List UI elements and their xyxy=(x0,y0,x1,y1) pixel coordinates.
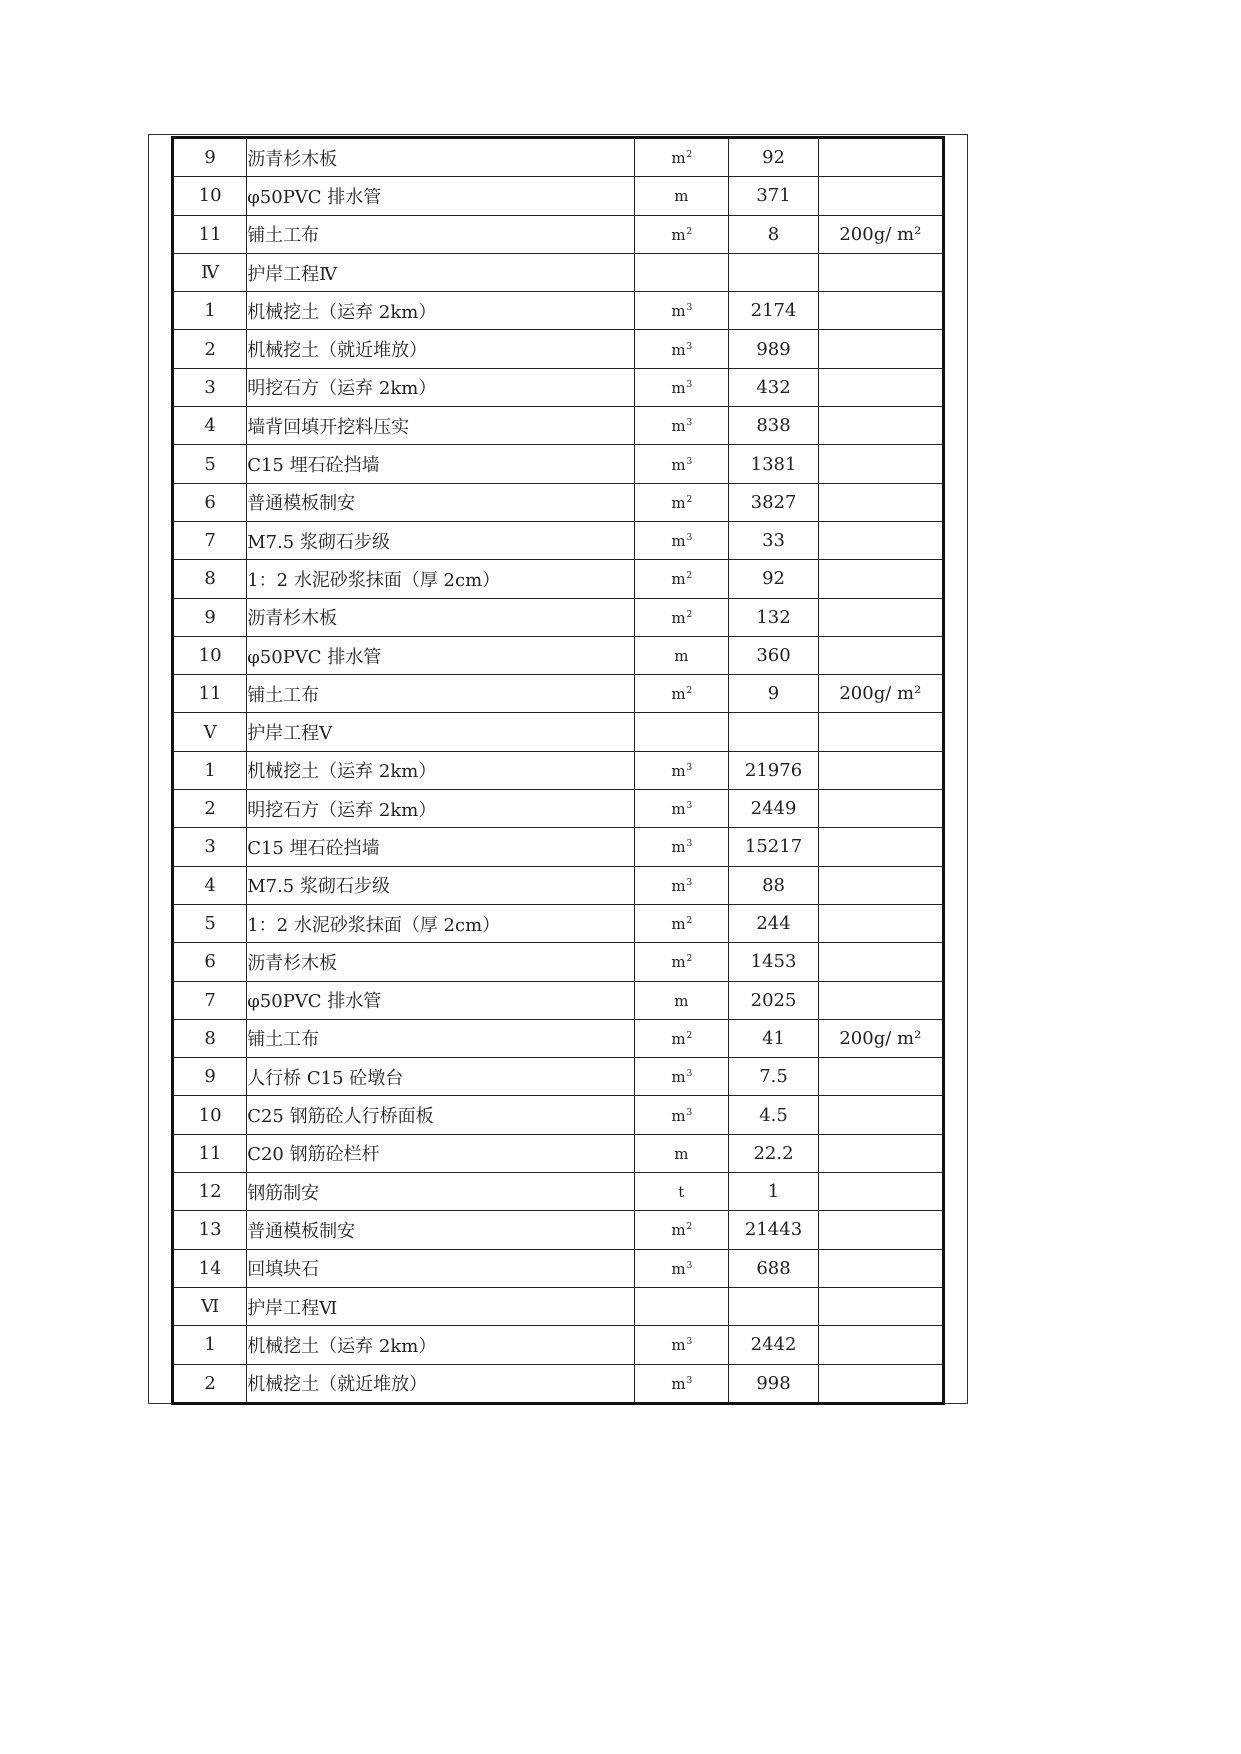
unit-base: t xyxy=(678,1183,685,1202)
item-unit xyxy=(635,407,729,445)
item-unit xyxy=(635,1326,729,1364)
unit-text xyxy=(671,800,692,818)
unit-exponent: 3 xyxy=(686,1337,693,1348)
unit-text xyxy=(671,302,692,320)
item-unit xyxy=(635,943,729,981)
unit-base: m xyxy=(671,876,686,895)
table-row xyxy=(173,904,944,942)
item-number: 4 xyxy=(173,407,247,445)
unit-base: m xyxy=(671,455,686,474)
item-quantity: 22.2 xyxy=(729,1134,818,1172)
item-quantity: 92 xyxy=(729,560,818,598)
table-row xyxy=(173,253,944,291)
item-quantity: 88 xyxy=(729,866,818,904)
item-unit xyxy=(635,904,729,942)
item-number: 3 xyxy=(173,368,247,406)
item-number: 2 xyxy=(173,1364,247,1403)
unit-exponent: 2 xyxy=(686,150,693,161)
table-row xyxy=(173,1287,944,1325)
item-quantity: 4.5 xyxy=(729,1096,818,1134)
unit-text xyxy=(671,1107,692,1125)
unit-base: m xyxy=(671,493,686,512)
item-remark xyxy=(818,1058,943,1096)
item-unit xyxy=(635,713,729,751)
item-quantity xyxy=(729,713,818,751)
unit-text xyxy=(671,953,692,971)
unit-base: m xyxy=(671,1259,686,1278)
unit-base: m xyxy=(671,1221,686,1240)
item-unit xyxy=(635,1058,729,1096)
item-quantity: 688 xyxy=(729,1249,818,1287)
item-remark xyxy=(818,560,943,598)
item-number: 2 xyxy=(173,790,247,828)
item-quantity: 41 xyxy=(729,1019,818,1057)
item-quantity: 2025 xyxy=(729,981,818,1019)
item-name: 普通模板制安 xyxy=(247,483,635,521)
unit-exponent: 3 xyxy=(686,533,693,544)
unit-text xyxy=(674,647,689,665)
item-quantity: 15217 xyxy=(729,828,818,866)
item-remark xyxy=(818,368,943,406)
unit-text xyxy=(671,226,692,244)
table-row xyxy=(173,598,944,636)
unit-text xyxy=(674,187,689,205)
unit-text xyxy=(671,915,692,933)
item-quantity: 1 xyxy=(729,1173,818,1211)
item-name: M7.5 浆砌石步级 xyxy=(247,866,635,904)
unit-exponent: 3 xyxy=(686,1107,693,1118)
table-row xyxy=(173,751,944,789)
item-number: 7 xyxy=(173,521,247,559)
item-name: 明挖石方（运弃 2km） xyxy=(247,790,635,828)
item-quantity: 1381 xyxy=(729,445,818,483)
item-quantity: 3827 xyxy=(729,483,818,521)
item-unit xyxy=(635,981,729,1019)
unit-text xyxy=(671,1221,692,1239)
unit-base: m xyxy=(671,417,686,436)
table-row xyxy=(173,1364,944,1403)
item-remark xyxy=(818,1173,943,1211)
unit-text xyxy=(671,1260,692,1278)
table-row xyxy=(173,177,944,215)
item-quantity: 371 xyxy=(729,177,818,215)
unit-exponent: 2 xyxy=(686,954,693,965)
item-name: 机械挖土（就近堆放） xyxy=(247,1364,635,1403)
item-name: 沥青杉木板 xyxy=(247,598,635,636)
unit-text xyxy=(674,1145,689,1163)
table-row xyxy=(173,1019,944,1057)
item-quantity: 92 xyxy=(729,138,818,177)
table-row xyxy=(173,330,944,368)
unit-text xyxy=(671,532,692,550)
item-name: 机械挖土（就近堆放） xyxy=(247,330,635,368)
unit-exponent: 3 xyxy=(686,418,693,429)
item-unit xyxy=(635,521,729,559)
item-remark xyxy=(818,1134,943,1172)
unit-text xyxy=(671,838,692,856)
item-name: φ50PVC 排水管 xyxy=(247,177,635,215)
item-number: Ⅳ xyxy=(173,253,247,291)
item-quantity: 360 xyxy=(729,636,818,674)
item-name: 机械挖土（运弃 2km） xyxy=(247,292,635,330)
item-remark xyxy=(818,292,943,330)
unit-base: m xyxy=(671,915,686,934)
table-row xyxy=(173,138,944,177)
unit-text xyxy=(671,685,692,703)
table-row xyxy=(173,483,944,521)
table-row xyxy=(173,292,944,330)
unit-exponent: 2 xyxy=(686,1030,693,1041)
item-remark xyxy=(818,981,943,1019)
table-row xyxy=(173,1134,944,1172)
table-row xyxy=(173,828,944,866)
item-name: C25 钢筋砼人行桥面板 xyxy=(247,1096,635,1134)
unit-text xyxy=(671,149,692,167)
item-remark xyxy=(818,445,943,483)
table-row xyxy=(173,445,944,483)
item-name: φ50PVC 排水管 xyxy=(247,636,635,674)
item-unit xyxy=(635,253,729,291)
item-quantity: 9 xyxy=(729,675,818,713)
item-name: 墙背回填开挖料压实 xyxy=(247,407,635,445)
unit-exponent: 3 xyxy=(686,341,693,352)
item-remark xyxy=(818,177,943,215)
item-quantity: 33 xyxy=(729,521,818,559)
item-remark xyxy=(818,636,943,674)
item-name: 人行桥 C15 砼墩台 xyxy=(247,1058,635,1096)
unit-exponent: 3 xyxy=(686,1260,693,1271)
item-unit xyxy=(635,1249,729,1287)
item-remark xyxy=(818,1249,943,1287)
item-unit xyxy=(635,1364,729,1403)
unit-text xyxy=(681,1298,682,1316)
unit-base: m xyxy=(671,1374,686,1393)
item-remark xyxy=(818,1211,943,1249)
unit-text xyxy=(671,417,692,435)
item-name: M7.5 浆砌石步级 xyxy=(247,521,635,559)
item-unit xyxy=(635,560,729,598)
table-row xyxy=(173,1326,944,1364)
item-name: 明挖石方（运弃 2km） xyxy=(247,368,635,406)
item-unit xyxy=(635,1173,729,1211)
unit-exponent: 3 xyxy=(686,1069,693,1080)
unit-text xyxy=(678,1183,685,1201)
item-unit xyxy=(635,828,729,866)
unit-base: m xyxy=(671,1029,686,1048)
unit-base: m xyxy=(671,1068,686,1087)
item-number: 3 xyxy=(173,828,247,866)
unit-exponent: 2 xyxy=(686,916,693,927)
item-name: 机械挖土（运弃 2km） xyxy=(247,1326,635,1364)
item-unit xyxy=(635,330,729,368)
item-unit xyxy=(635,866,729,904)
unit-base: m xyxy=(674,647,689,665)
unit-text xyxy=(671,379,692,397)
item-remark xyxy=(818,407,943,445)
table-row xyxy=(173,636,944,674)
item-quantity: 432 xyxy=(729,368,818,406)
item-remark xyxy=(818,330,943,368)
unit-exponent: 2 xyxy=(686,686,693,697)
item-name: 护岸工程Ⅵ xyxy=(247,1287,635,1325)
item-name: C20 钢筋砼栏杆 xyxy=(247,1134,635,1172)
item-quantity: 21443 xyxy=(729,1211,818,1249)
item-number: Ⅵ xyxy=(173,1287,247,1325)
item-quantity: 244 xyxy=(729,904,818,942)
item-unit xyxy=(635,1287,729,1325)
item-name: 铺土工布 xyxy=(247,215,635,253)
unit-base: m xyxy=(671,149,686,168)
item-number: 10 xyxy=(173,177,247,215)
item-quantity: 8 xyxy=(729,215,818,253)
unit-base: m xyxy=(671,302,686,321)
item-unit xyxy=(635,215,729,253)
item-number: 13 xyxy=(173,1211,247,1249)
item-name: 普通模板制安 xyxy=(247,1211,635,1249)
unit-base: m xyxy=(671,685,686,704)
item-unit xyxy=(635,675,729,713)
item-remark: 200g/ m² xyxy=(818,675,943,713)
item-number: 6 xyxy=(173,943,247,981)
item-remark xyxy=(818,713,943,751)
table-row xyxy=(173,1173,944,1211)
table-row xyxy=(173,521,944,559)
unit-text xyxy=(671,341,692,359)
item-number: 10 xyxy=(173,1096,247,1134)
item-unit xyxy=(635,1096,729,1134)
item-number: 2 xyxy=(173,330,247,368)
unit-text xyxy=(671,456,692,474)
item-quantity: 998 xyxy=(729,1364,818,1403)
unit-base: m xyxy=(671,608,686,627)
item-unit xyxy=(635,138,729,177)
item-name: 护岸工程Ⅴ xyxy=(247,713,635,751)
item-remark xyxy=(818,483,943,521)
item-number: 9 xyxy=(173,138,247,177)
unit-base: m xyxy=(671,225,686,244)
item-name: 沥青杉木板 xyxy=(247,138,635,177)
item-name: 铺土工布 xyxy=(247,675,635,713)
item-quantity: 7.5 xyxy=(729,1058,818,1096)
unit-text xyxy=(671,1030,692,1048)
quantity-table xyxy=(171,136,945,1405)
unit-exponent: 2 xyxy=(686,571,693,582)
item-name: 1：2 水泥砂浆抹面（厚 2cm） xyxy=(247,904,635,942)
unit-base: m xyxy=(674,187,689,206)
unit-text xyxy=(681,264,682,282)
item-name: 护岸工程Ⅳ xyxy=(247,253,635,291)
item-number: 12 xyxy=(173,1173,247,1211)
item-number: 11 xyxy=(173,675,247,713)
unit-exponent: 2 xyxy=(686,1222,693,1233)
unit-text xyxy=(671,570,692,588)
item-quantity: 132 xyxy=(729,598,818,636)
unit-base: m xyxy=(671,378,686,397)
item-name: 钢筋制安 xyxy=(247,1173,635,1211)
item-unit xyxy=(635,790,729,828)
item-remark xyxy=(818,943,943,981)
unit-exponent: 3 xyxy=(686,762,693,773)
item-unit xyxy=(635,445,729,483)
table-row xyxy=(173,1211,944,1249)
unit-text xyxy=(671,609,692,627)
table-row xyxy=(173,1058,944,1096)
item-number: 4 xyxy=(173,866,247,904)
unit-exponent: 3 xyxy=(686,839,693,850)
unit-text xyxy=(681,724,682,742)
unit-exponent: 3 xyxy=(686,801,693,812)
unit-text xyxy=(671,762,692,780)
item-number: 1 xyxy=(173,751,247,789)
unit-text xyxy=(671,1336,692,1354)
table-row xyxy=(173,943,944,981)
item-remark xyxy=(818,1287,943,1325)
item-unit xyxy=(635,368,729,406)
item-quantity: 1453 xyxy=(729,943,818,981)
item-name: C15 埋石砼挡墙 xyxy=(247,445,635,483)
item-unit xyxy=(635,598,729,636)
item-number: 11 xyxy=(173,1134,247,1172)
item-number: 8 xyxy=(173,1019,247,1057)
unit-base: m xyxy=(674,991,689,1010)
item-name: 1：2 水泥砂浆抹面（厚 2cm） xyxy=(247,560,635,598)
item-number: 9 xyxy=(173,598,247,636)
table-row xyxy=(173,1249,944,1287)
unit-base: m xyxy=(671,570,686,589)
table-row xyxy=(173,560,944,598)
unit-text xyxy=(671,494,692,512)
item-quantity: 2442 xyxy=(729,1326,818,1364)
unit-base: m xyxy=(671,340,686,359)
item-quantity: 838 xyxy=(729,407,818,445)
item-name: 沥青杉木板 xyxy=(247,943,635,981)
item-number: Ⅴ xyxy=(173,713,247,751)
item-unit xyxy=(635,1211,729,1249)
table-row xyxy=(173,713,944,751)
unit-text xyxy=(674,992,689,1010)
item-remark: 200g/ m² xyxy=(818,215,943,253)
unit-base: m xyxy=(671,761,686,780)
item-remark xyxy=(818,790,943,828)
item-remark xyxy=(818,1096,943,1134)
item-name: 回填块石 xyxy=(247,1249,635,1287)
table-row xyxy=(173,215,944,253)
item-remark xyxy=(818,866,943,904)
item-unit xyxy=(635,483,729,521)
table-row xyxy=(173,675,944,713)
item-unit xyxy=(635,1019,729,1057)
item-remark xyxy=(818,598,943,636)
item-unit xyxy=(635,1134,729,1172)
table-row xyxy=(173,981,944,1019)
unit-base: m xyxy=(674,1144,689,1163)
item-quantity: 2449 xyxy=(729,790,818,828)
table-row xyxy=(173,368,944,406)
unit-exponent: 2 xyxy=(686,494,693,505)
unit-exponent: 3 xyxy=(686,379,693,390)
unit-exponent: 3 xyxy=(686,877,693,888)
item-remark xyxy=(818,1326,943,1364)
unit-text xyxy=(671,877,692,895)
item-remark xyxy=(818,521,943,559)
item-name: 机械挖土（运弃 2km） xyxy=(247,751,635,789)
item-name: 铺土工布 xyxy=(247,1019,635,1057)
item-remark xyxy=(818,828,943,866)
item-quantity: 2174 xyxy=(729,292,818,330)
item-number: 5 xyxy=(173,904,247,942)
item-remark xyxy=(818,751,943,789)
item-remark xyxy=(818,253,943,291)
unit-base: m xyxy=(671,1336,686,1355)
item-remark xyxy=(818,904,943,942)
unit-base: m xyxy=(671,532,686,551)
item-name: C15 埋石砼挡墙 xyxy=(247,828,635,866)
table-row xyxy=(173,407,944,445)
item-number: 14 xyxy=(173,1249,247,1287)
item-remark xyxy=(818,1364,943,1403)
quantity-table-body xyxy=(173,138,944,1404)
item-remark xyxy=(818,138,943,177)
item-remark: 200g/ m² xyxy=(818,1019,943,1057)
item-number: 1 xyxy=(173,1326,247,1364)
unit-base: m xyxy=(671,953,686,972)
item-number: 6 xyxy=(173,483,247,521)
item-quantity xyxy=(729,253,818,291)
item-quantity: 989 xyxy=(729,330,818,368)
item-number: 8 xyxy=(173,560,247,598)
item-number: 7 xyxy=(173,981,247,1019)
unit-exponent: 3 xyxy=(686,456,693,467)
item-number: 10 xyxy=(173,636,247,674)
unit-exponent: 3 xyxy=(686,1375,693,1386)
item-number: 5 xyxy=(173,445,247,483)
item-number: 9 xyxy=(173,1058,247,1096)
item-unit xyxy=(635,636,729,674)
unit-exponent: 2 xyxy=(686,609,693,620)
unit-text xyxy=(671,1068,692,1086)
item-unit xyxy=(635,177,729,215)
table-row xyxy=(173,1096,944,1134)
unit-base: m xyxy=(671,800,686,819)
table-row xyxy=(173,866,944,904)
item-unit xyxy=(635,751,729,789)
item-number: 11 xyxy=(173,215,247,253)
table-row xyxy=(173,790,944,828)
item-name: φ50PVC 排水管 xyxy=(247,981,635,1019)
item-quantity: 21976 xyxy=(729,751,818,789)
unit-exponent: 3 xyxy=(686,303,693,314)
item-number: 1 xyxy=(173,292,247,330)
item-unit xyxy=(635,292,729,330)
unit-text xyxy=(671,1375,692,1393)
unit-base: m xyxy=(671,1106,686,1125)
item-quantity xyxy=(729,1287,818,1325)
unit-exponent: 2 xyxy=(686,226,693,237)
unit-base: m xyxy=(671,838,686,857)
